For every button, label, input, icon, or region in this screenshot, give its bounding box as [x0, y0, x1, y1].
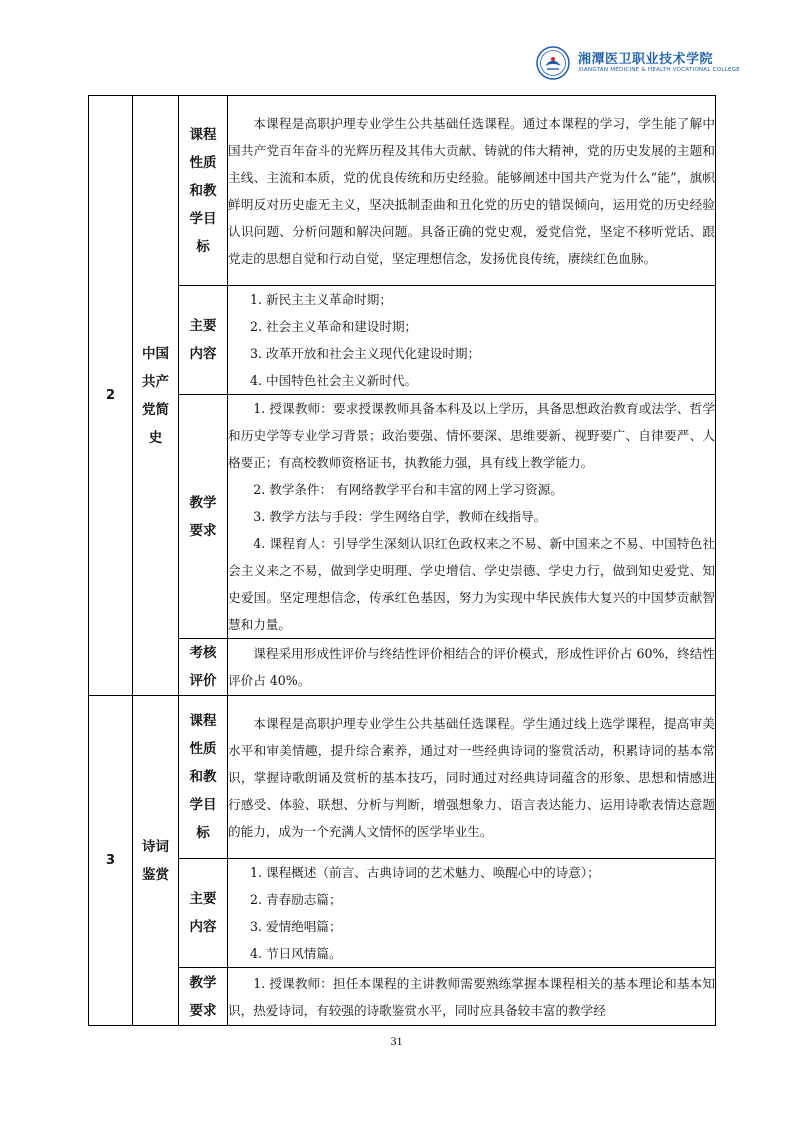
label-line: 学目 — [189, 210, 217, 227]
page-number: 31 — [390, 1034, 403, 1048]
label-line: 性质 — [189, 154, 217, 171]
list-item: 2. 教学条件： 有网络教学平台和丰富的网上学习资源。 — [253, 482, 563, 497]
course-name — [133, 96, 179, 696]
section-label-content — [179, 859, 228, 968]
label-line: 要求 — [189, 522, 217, 539]
section-label-goal — [179, 96, 228, 286]
section-label-requirements — [179, 968, 228, 1026]
list-item: 3. 教学方法与手段：学生网络自学，教师在线指导。 — [253, 509, 547, 524]
list-item: 4. 课程育人：引导学生深刻认识红色政权来之不易、新中国来之不易、中国特色社会主义来之不易，做到学史明理、学史增信、学史崇德、学史力行，做到知史爱党、知史爱国。坚定理想信念，传承红色基因，努力为实现中华民族伟大复兴的中国梦贡献智慧和力量。 — [228, 536, 715, 632]
label-line: 课程 — [189, 126, 217, 143]
list-item: 3. 改革开放和社会主义现代化建设时期； — [250, 346, 481, 361]
table-row — [89, 286, 716, 395]
section-body-assessment — [228, 639, 716, 696]
label-line: 主要 — [189, 891, 217, 907]
label-line: 教学 — [189, 494, 217, 511]
section-label-goal — [179, 696, 228, 859]
college-logo — [536, 46, 740, 82]
section-body-requirements — [228, 395, 716, 639]
label-line: 和教 — [189, 769, 217, 785]
course-name-line: 共产 — [142, 373, 169, 390]
label-line: 内容 — [189, 919, 217, 935]
section-label-assessment — [179, 639, 228, 696]
table-row — [89, 859, 716, 968]
label-line: 课程 — [189, 713, 217, 729]
label-line: 要求 — [189, 1002, 217, 1019]
section-body-requirements — [228, 968, 716, 1026]
list-item: 4. 中国特色社会主义新时代。 — [250, 373, 418, 388]
label-line: 和教 — [189, 182, 217, 199]
course-name-line: 鉴赏 — [142, 866, 169, 883]
label-line: 标 — [196, 238, 210, 255]
section-label-requirements — [179, 395, 228, 639]
section-body-goal — [228, 696, 716, 859]
section-body-goal — [228, 96, 716, 286]
label-line: 性质 — [189, 741, 217, 757]
label-line: 考核 — [189, 645, 217, 661]
table-row — [89, 395, 716, 639]
assessment-text: 课程采用形成性评价与终结性评价相结合的评价模式，形成性评价占 60%，终结性评价占 40%。 — [228, 646, 715, 688]
label-line: 内容 — [189, 346, 217, 362]
list-item: 1. 课程概述（前言、古典诗词的艺术魅力、唤醒心中的诗意）； — [250, 865, 600, 880]
label-line: 标 — [196, 825, 210, 841]
list-item: 2. 青春励志篇； — [250, 892, 342, 907]
list-item: 1. 授课教师：担任本课程的主讲教师需要熟练掌握本课程相关的基本理论和基本知识，热爱诗词，有较强的诗歌鉴赏水平，同时应具备较丰富的教学经 — [228, 975, 715, 1018]
college-emblem-icon — [536, 46, 570, 80]
list-item: 4. 节日风情篇。 — [250, 946, 342, 961]
list-item: 2. 社会主义革命和建设时期； — [250, 319, 418, 334]
label-line: 教学 — [189, 974, 217, 991]
list-item: 3. 爱情绝唱篇； — [250, 919, 342, 934]
label-line: 评价 — [189, 673, 217, 689]
course-name-line: 诗词 — [142, 838, 169, 855]
table-row — [89, 639, 716, 696]
course-table — [88, 95, 716, 1026]
goal-text: 本课程是高职护理专业学生公共基础任选课程。学生通过线上选学课程，提高审美水平和审美情趣，提升综合素养，通过对一些经典诗词的鉴赏活动，积累诗词的基本常识，掌握诗歌朗诵及赏析的基本技巧，同时通过对经典诗词蕴含的形象、思想和情感进行感受、体验、联想、分析与判断，增强想象力、语言表达能力、运用诗歌表情达意题的能力，成为一个充满人文情怀的医学毕业生。 — [228, 715, 715, 839]
label-line: 主要 — [189, 318, 217, 334]
section-body-content — [228, 286, 716, 395]
table-row — [89, 96, 716, 286]
course-name — [133, 696, 179, 1026]
college-name-en: XIANGTAN MEDICINE & HEALTH VOCATIONAL COLLEGE — [578, 67, 740, 73]
course-name-line: 史 — [148, 429, 163, 446]
table-row — [89, 696, 716, 859]
label-line: 学目 — [189, 797, 217, 813]
table-row — [89, 968, 716, 1026]
course-number: 2 — [89, 96, 133, 696]
list-item: 1. 授课教师：要求授课教师具备本科及以上学历，具备思想政治教育或法学、哲学和历史学等专业学习背景；政治要强、情怀要深、思维要新、视野要广、自律要严、人格要正；有高校教师资格证书，执教能力强，具有线上教学能力。 — [228, 401, 715, 470]
course-name-line: 党简 — [142, 401, 169, 418]
course-number: 3 — [89, 696, 133, 1026]
section-label-content — [179, 286, 228, 395]
goal-text: 本课程是高职护理专业学生公共基础任选课程。通过本课程的学习，学生能了解中国共产党百年奋斗的光辉历程及其伟大贡献、铸就的伟大精神，党的历史发展的主题和主线、主流和本质，党的优良传统和历史经验。能够阐述中国共产党为什么“能”，旗帜鲜明反对历史虚无主义，坚决抵制歪曲和丑化党的历史的错误倾向，运用党的历史经验认识问题、分析问题和解决问题。具备正确的党史观，爱党信党，坚定不移听党话、跟党走的思想自觉和行动自觉，坚定理想信念，发扬优良传统，赓续红色血脉。 — [228, 115, 715, 266]
college-name-cn: 湘潭医卫职业技术学院 — [578, 52, 714, 67]
list-item: 1. 新民主主义革命时期； — [250, 292, 392, 307]
section-body-content — [228, 859, 716, 968]
course-name-line: 中国 — [142, 345, 169, 362]
